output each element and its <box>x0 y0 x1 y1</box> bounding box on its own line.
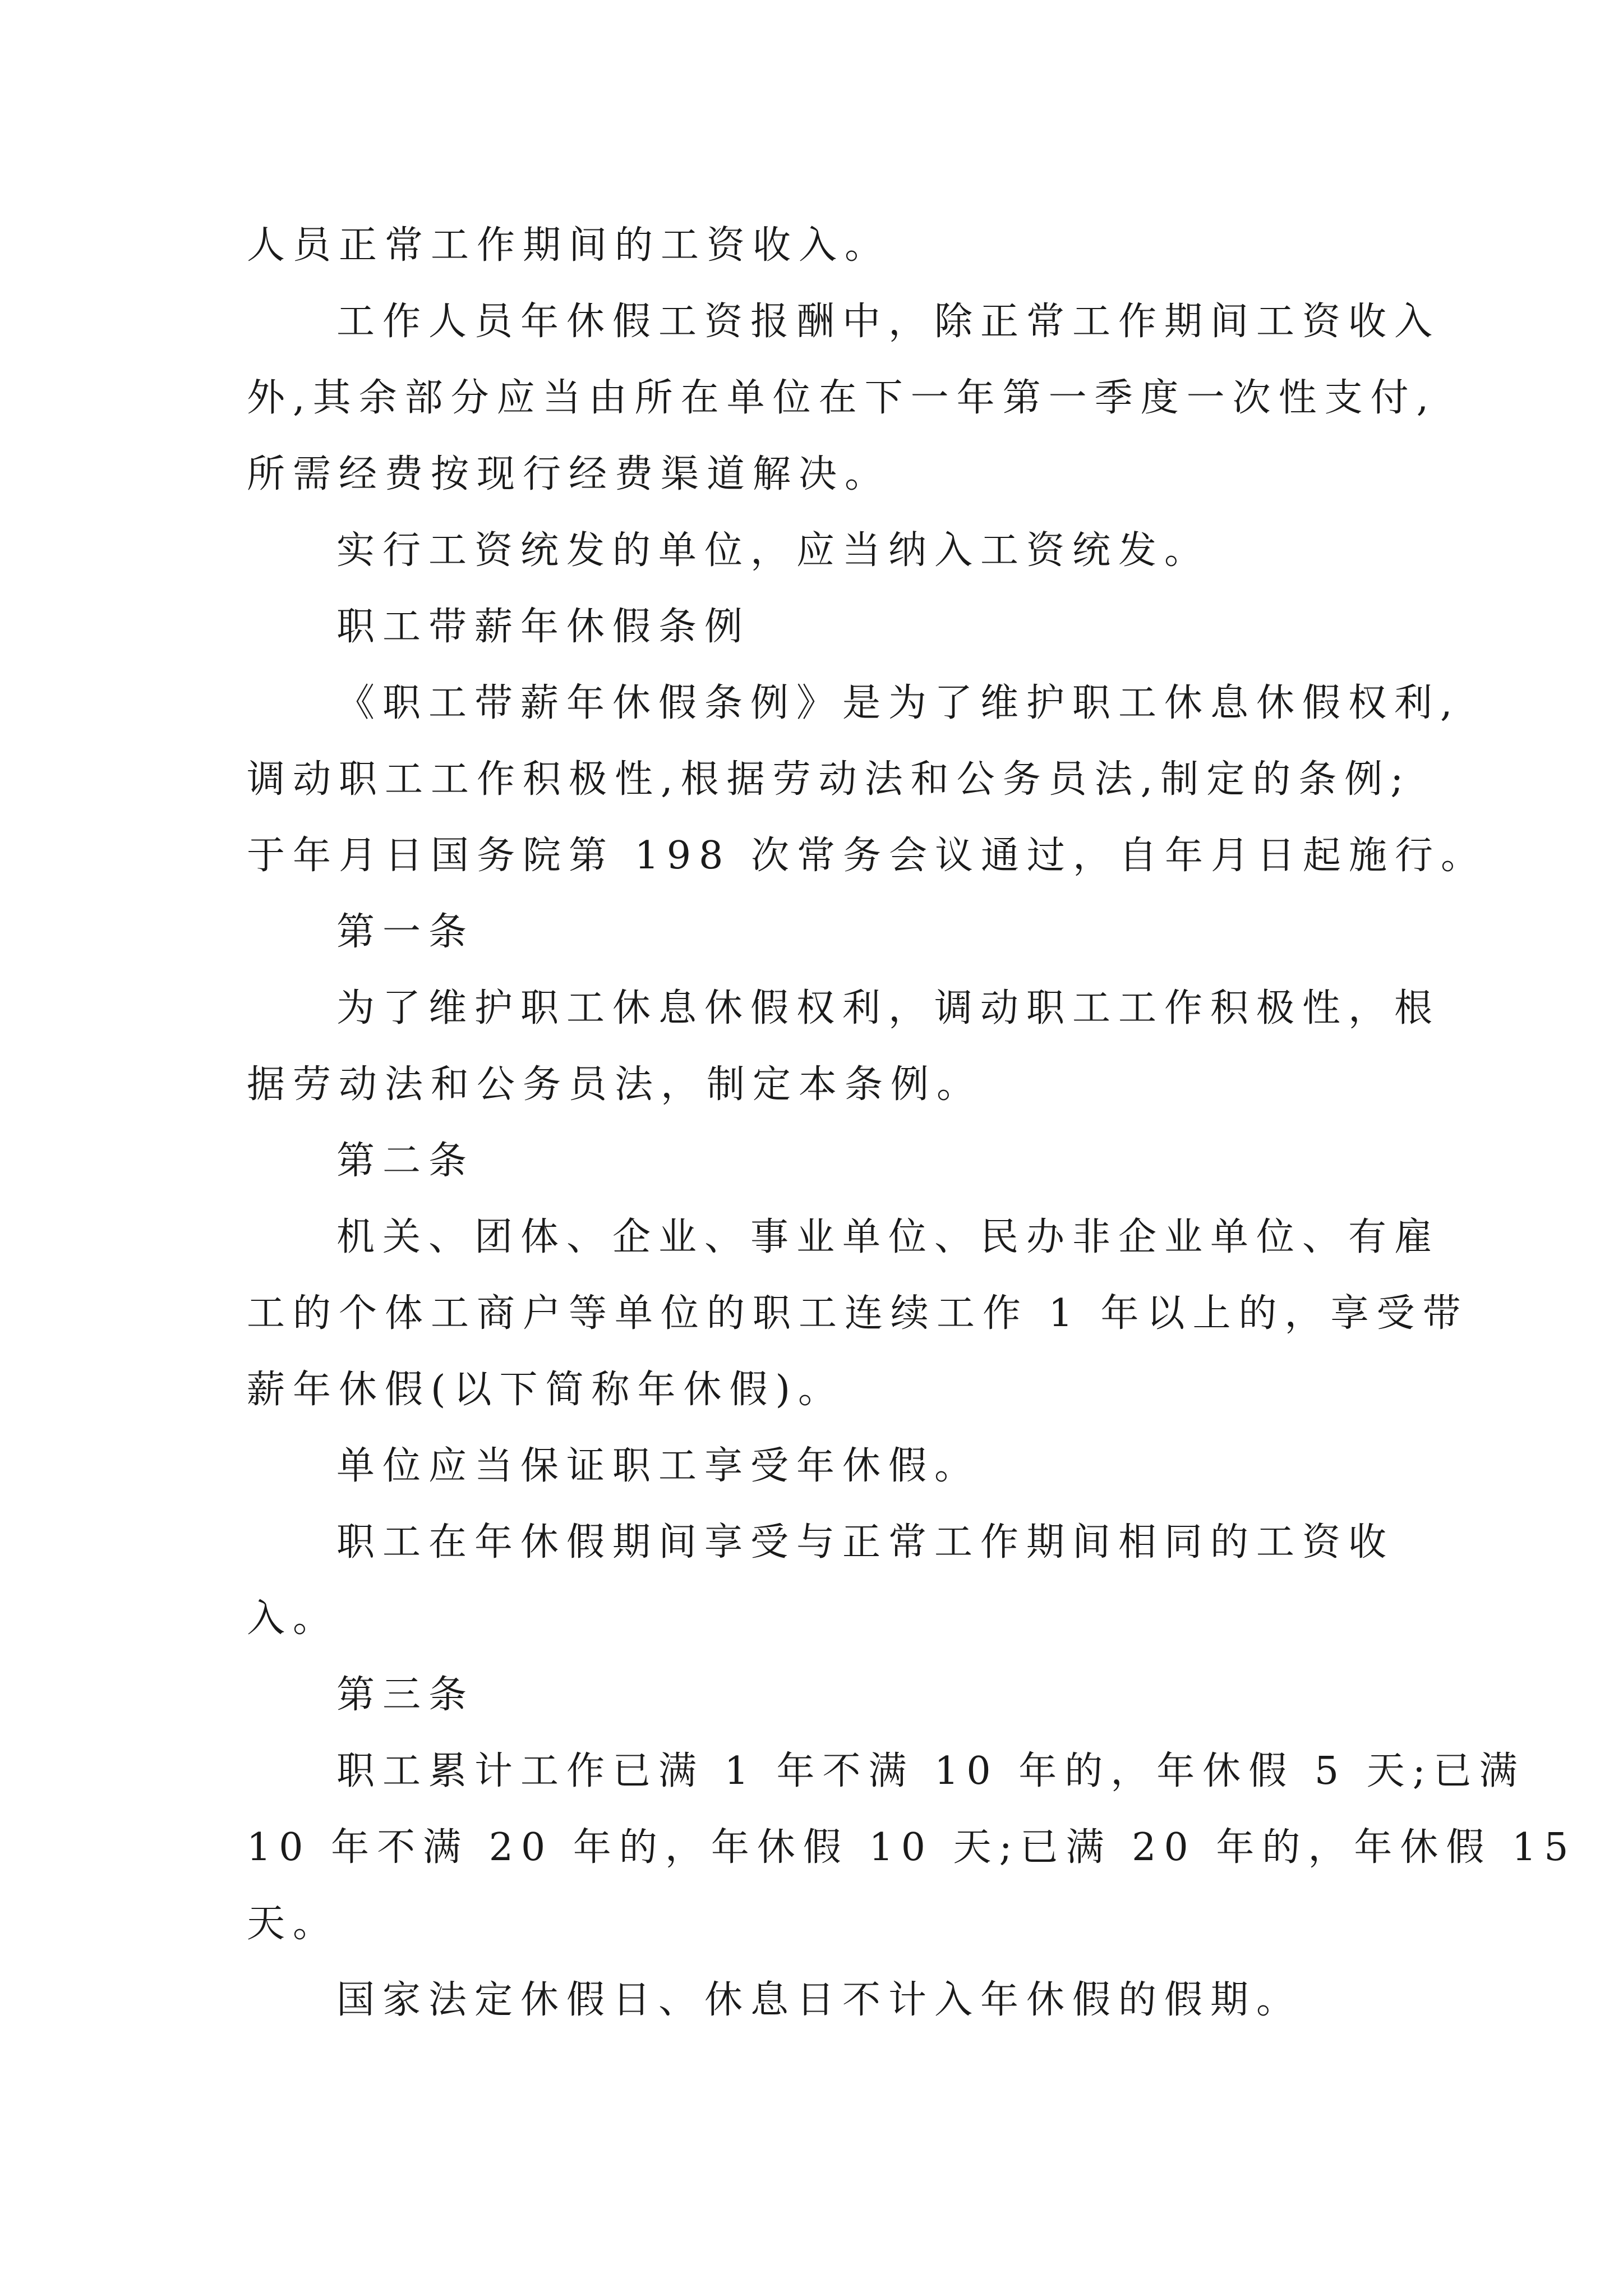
text-line: 据劳动法和公务员法，制定本条例。 <box>247 1062 983 1107</box>
text-line: 薪年休假(以下简称年休假)。 <box>247 1368 845 1412</box>
article-heading: 第二条 <box>336 1139 475 1183</box>
text-line: 于年月日国务院第 198 次常务会议通过，自年月日起施行。 <box>247 834 1487 878</box>
paragraph-line: 《职工带薪年休假条例》是为了维护职工休息休假权利, <box>336 681 1460 725</box>
text-line: 人员正常工作期间的工资收入。 <box>247 223 891 268</box>
text-line: 工的个体工商户等单位的职工连续工作 1 年以上的，享受带 <box>247 1291 1469 1336</box>
text-line: 入。 <box>247 1596 339 1641</box>
paragraph-line: 单位应当保证职工享受年休假。 <box>336 1444 981 1488</box>
text-line: 天。 <box>247 1902 339 1946</box>
paragraph-line: 工作人员年休假工资报酬中，除正常工作期间工资收入 <box>336 300 1441 344</box>
paragraph-line: 国家法定休假日、休息日不计入年休假的假期。 <box>336 1978 1303 2022</box>
article-heading: 第三条 <box>336 1673 475 1717</box>
text-line: 调动职工工作积极性,根据劳动法和公务员法,制定的条例; <box>247 757 1412 802</box>
section-heading: 职工带薪年休假条例 <box>336 605 751 649</box>
paragraph-line: 实行工资统发的单位，应当纳入工资统发。 <box>336 528 1211 573</box>
paragraph-line: 职工在年休假期间享受与正常工作期间相同的工资收 <box>336 1520 1395 1565</box>
text-line: 10 年不满 20 年的，年休假 10 天;已满 20 年的，年休假 15 <box>247 1825 1576 1870</box>
paragraph-line: 机关、团体、企业、事业单位、民办非企业单位、有雇 <box>336 1215 1441 1259</box>
text-line: 外,其余部分应当由所在单位在下一年第一季度一次性支付, <box>247 376 1437 420</box>
paragraph-line: 职工累计工作已满 1 年不满 10 年的，年休假 5 天;已满 <box>336 1749 1525 1793</box>
paragraph-line: 为了维护职工休息休假权利，调动职工工作积极性，根 <box>336 986 1441 1030</box>
text-line: 所需经费按现行经费渠道解决。 <box>247 452 891 496</box>
article-heading: 第一条 <box>336 910 475 954</box>
